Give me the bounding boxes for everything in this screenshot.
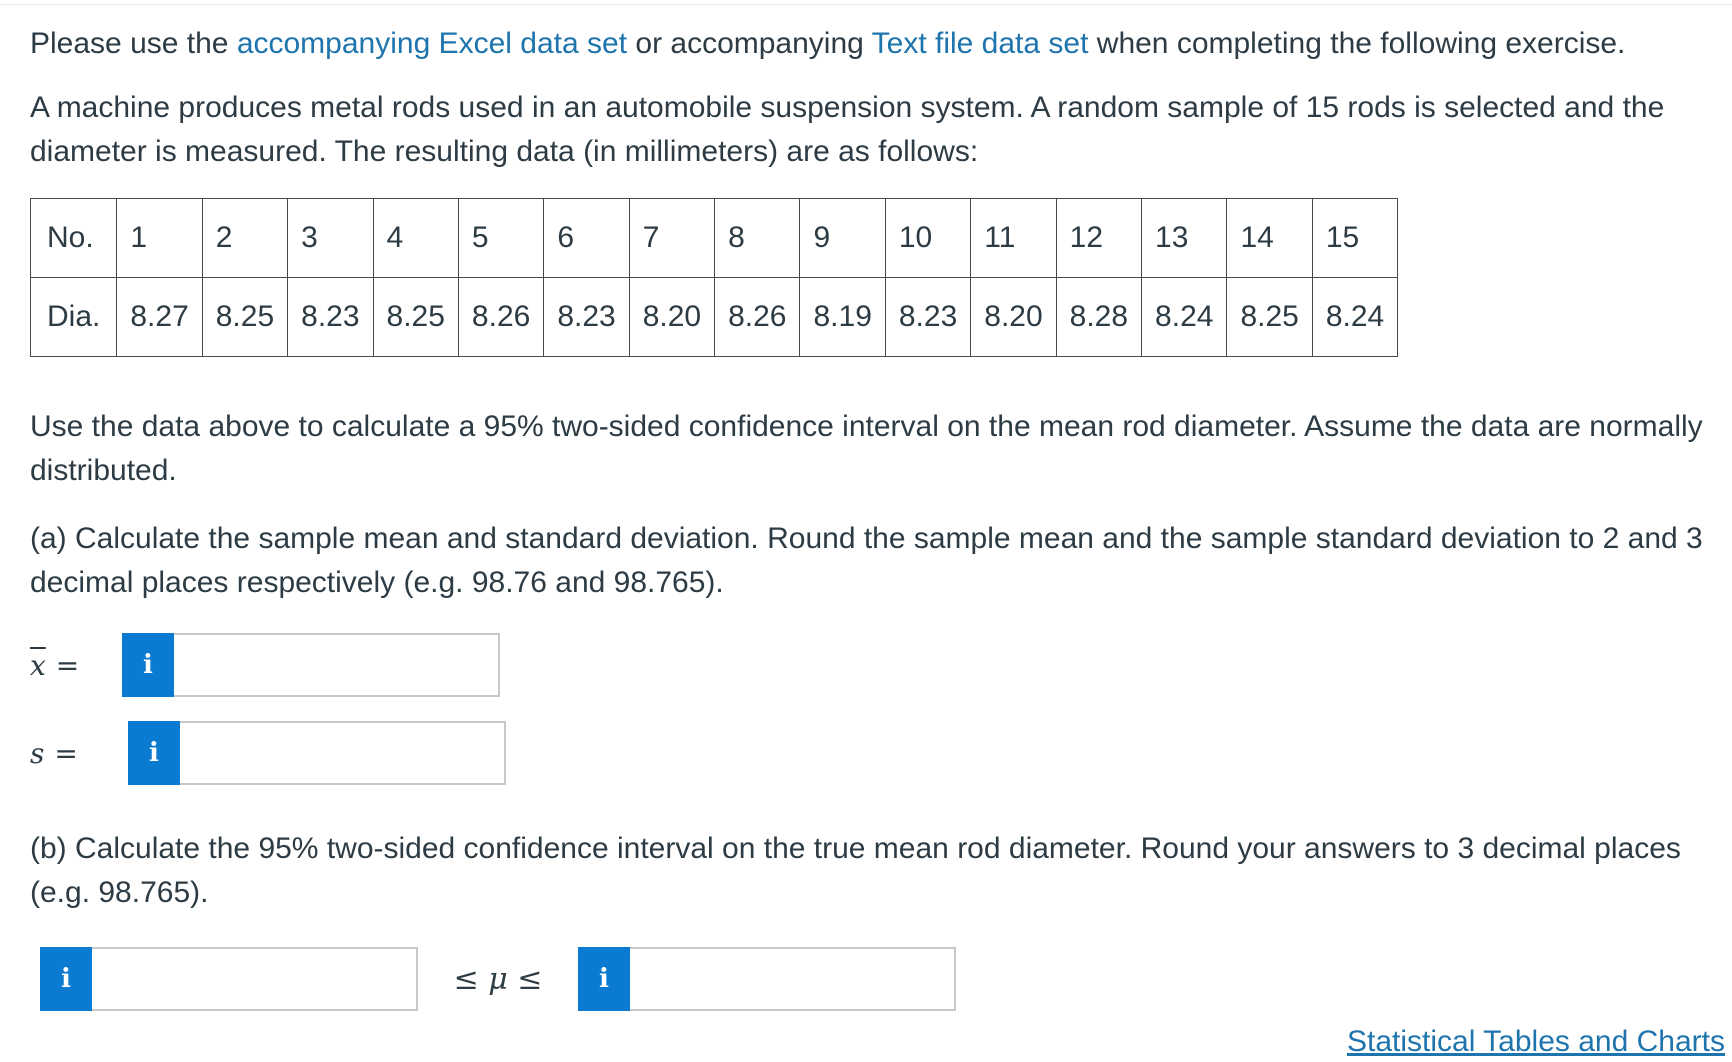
ci-lower-input[interactable]: [92, 947, 418, 1011]
part-b-prompt: (b) Calculate the 95% two-sided confidence interval on the true mean rod diameter. Round your answers to 3 decimal places (e.g. 98.765).: [30, 832, 1681, 909]
s-symbol: s: [30, 736, 45, 770]
table-cell: 8.27: [117, 278, 202, 357]
instruction-text: Use the data above to calculate a 95% two-sided confidence interval on the mean rod diameter. Assume the data are normally distributed.: [30, 410, 1703, 487]
le-symbol: ≤: [517, 961, 543, 997]
table-row-number: [31, 199, 1398, 278]
mean-answer-row: [30, 633, 1720, 697]
table-cell: 8.20: [971, 278, 1056, 357]
mean-label: [30, 649, 122, 682]
table-cell: 8.23: [885, 278, 970, 357]
table-cell: 8.24: [1312, 278, 1397, 357]
table-cell: 12: [1056, 199, 1141, 278]
info-icon[interactable]: i: [128, 721, 180, 785]
sd-label: [24, 737, 128, 770]
table-cell: 6: [544, 199, 629, 278]
table-cell: 15: [1312, 199, 1397, 278]
data-table: [30, 198, 1398, 357]
table-cell: 8.25: [202, 278, 287, 357]
sd-input[interactable]: [180, 721, 506, 785]
text-data-link[interactable]: Text file data set: [871, 27, 1089, 60]
ci-answer-row: [40, 947, 1720, 1011]
table-row-diameter: [31, 278, 1398, 357]
statistical-tables-link[interactable]: Statistical Tables and Charts: [1347, 1025, 1725, 1058]
table-cell: 8.26: [715, 278, 800, 357]
table-cell: 3: [288, 199, 373, 278]
table-cell: 8: [715, 199, 800, 278]
mean-input[interactable]: [174, 633, 500, 697]
table-cell: 2: [202, 199, 287, 278]
mu-symbol: μ: [488, 961, 508, 997]
excel-data-link[interactable]: accompanying Excel data set: [236, 27, 628, 60]
x-bar-symbol: $\overline{x}$: [30, 648, 46, 682]
ci-inequality: [418, 962, 578, 997]
problem-statement: A machine produces metal rods used in an automobile suspension system. A random sample of 15 rods is selected and the diameter is measured. The resulting data (in millimeters) are as follows:: [30, 91, 1665, 168]
table-cell: 8.28: [1056, 278, 1141, 357]
table-cell: 14: [1227, 199, 1312, 278]
table-cell: 8.25: [1227, 278, 1312, 357]
table-cell: 4: [373, 199, 458, 278]
table-cell: 8.23: [544, 278, 629, 357]
intro-prefix: Please use the: [30, 27, 237, 60]
table-cell: 7: [629, 199, 714, 278]
info-icon[interactable]: i: [40, 947, 92, 1011]
table-cell: 8.24: [1142, 278, 1227, 357]
table-cell: 5: [458, 199, 543, 278]
intro-middle: or accompanying: [627, 27, 872, 60]
table-cell: 10: [885, 199, 970, 278]
table-cell: 13: [1142, 199, 1227, 278]
part-a-prompt: (a) Calculate the sample mean and standard deviation. Round the sample mean and the sample standard deviation to 2 and 3 decimal places respectively (e.g. 98.76 and 98.765).: [30, 522, 1703, 599]
table-cell: 9: [800, 199, 885, 278]
table-cell: 8.25: [373, 278, 458, 357]
intro-paragraph: [30, 22, 1720, 66]
ci-upper-input[interactable]: [630, 947, 956, 1011]
info-icon[interactable]: i: [122, 633, 174, 697]
intro-suffix: when completing the following exercise.: [1088, 27, 1626, 60]
equals-sign: =: [54, 736, 78, 770]
table-cell: 11: [971, 199, 1056, 278]
sd-answer-row: [24, 721, 1720, 785]
equals-sign: =: [55, 648, 80, 682]
table-cell: 8.23: [288, 278, 373, 357]
table-cell: 8.19: [800, 278, 885, 357]
info-icon[interactable]: i: [578, 947, 630, 1011]
question-content: [30, 22, 1720, 1011]
table-row-header: No.: [31, 199, 117, 278]
table-cell: 1: [117, 199, 202, 278]
table-row-header: Dia.: [31, 278, 117, 357]
table-cell: 8.26: [458, 278, 543, 357]
le-symbol: ≤: [453, 961, 479, 997]
top-divider: [0, 4, 1732, 5]
table-cell: 8.20: [629, 278, 714, 357]
